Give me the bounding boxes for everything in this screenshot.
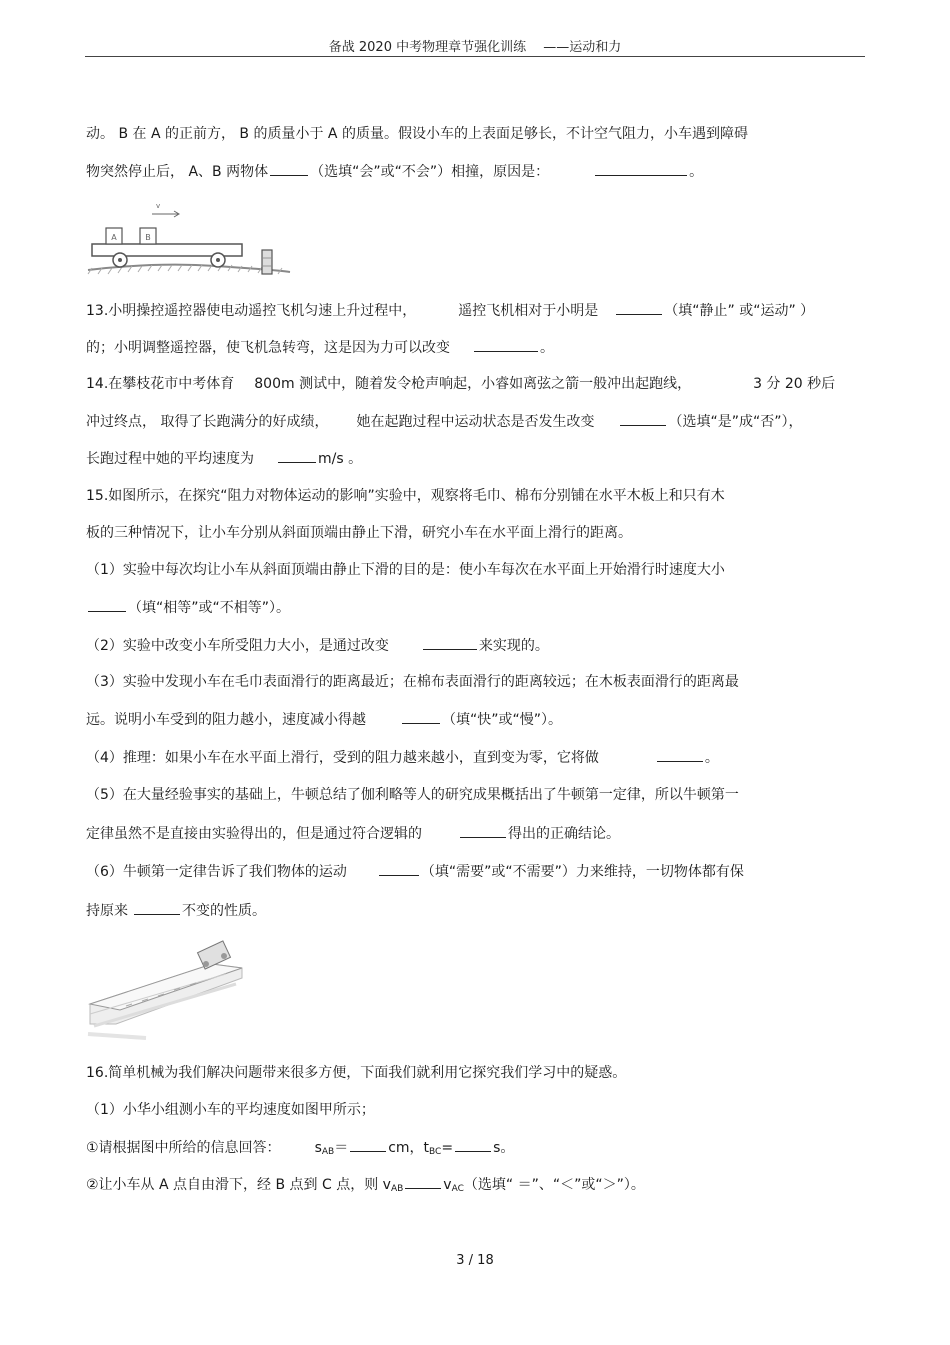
q12-line-1: 动。 B 在 A 的正前方， B 的质量小于 A 的质量。假设小车的上表面足够长，不计空气阻力，小车遇到障碍: [86, 126, 748, 142]
answer-blank[interactable]: [270, 161, 308, 176]
velocity-label: v: [156, 202, 161, 210]
page-header: 备战 2020 中考物理章节强化训练 ——运动和力: [328, 40, 622, 55]
q15-line-6: （3）实验中发现小车在毛巾表面滑行的距离最近；在棉布表面滑行的距离较远；在木板表面滑行的距离最: [86, 674, 739, 690]
q16-line-4: ②让小车从 A 点自由滑下，经 B 点到 C 点，则 $v_{AB}$ $v_{AC}$（选填“ ＝”、“＜”或“＞”）。: [86, 1174, 645, 1199]
page-number: 3 / 18: [456, 1253, 494, 1268]
answer-blank[interactable]: [278, 448, 316, 463]
q16-line-1: 16.简单机械为我们解决问题带来很多方便，下面我们就利用它探究我们学习中的疑惑。: [86, 1065, 627, 1081]
q15-line-10: 定律虽然不是直接由实验得出的，但是通过符合逻辑的 得出的正确结论。: [86, 823, 620, 844]
answer-blank[interactable]: [616, 300, 662, 315]
answer-blank[interactable]: [595, 161, 687, 176]
answer-blank[interactable]: [455, 1137, 491, 1152]
q15-line-1: 15.如图所示，在探究“阻力对物体运动的影响”实验中，观察将毛巾、棉布分别铺在水平木板上和只有木: [86, 488, 725, 504]
incline-figure: [86, 938, 246, 1046]
q14-line-2: 冲过终点， 取得了长跑满分的好成绩， 她在起跑过程中运动状态是否发生改变 （选填“是”成“否”），: [86, 411, 802, 432]
answer-blank[interactable]: [620, 411, 666, 426]
q15-line-5: （2）实验中改变小车所受阻力大小，是通过改变 来实现的。: [86, 635, 549, 656]
block-a-label: A: [111, 233, 117, 242]
answer-blank[interactable]: [379, 861, 419, 876]
q15-line-8: （4）推理：如果小车在水平面上滑行，受到的阻力越来越小，直到变为零，它将做 。: [86, 747, 719, 768]
answer-blank[interactable]: [405, 1174, 441, 1189]
answer-blank[interactable]: [134, 900, 180, 915]
q15-line-2: 板的三种情况下，让小车分别从斜面顶端由静止下滑，研究小车在水平面上滑行的距离。: [86, 525, 632, 541]
q15-line-9: （5）在大量经验事实的基础上，牛顿总结了伽利略等人的研究成果概括出了牛顿第一定律，所以牛顿第一: [86, 787, 739, 803]
answer-blank[interactable]: [402, 709, 440, 724]
q13-line-1: 13.小明操控遥控器使电动遥控飞机匀速上升过程中， 遥控飞机相对于小明是 （填“静止” 或“运动” ）: [86, 300, 814, 321]
block-b-label: B: [145, 233, 151, 242]
header-rule: [85, 56, 865, 57]
q15-line-7: 远。说明小车受到的阻力越小，速度减小得越 （填“快”或“慢”）。: [86, 709, 562, 730]
q15-line-4: （填“相等”或“不相等”）。: [86, 597, 290, 618]
answer-blank[interactable]: [88, 597, 126, 612]
cart-figure: [86, 200, 291, 282]
answer-blank[interactable]: [657, 747, 703, 762]
q16-line-3: ①请根据图中所给的信息回答： $s_{AB}=$ cm，$t_{BC}= s$。: [86, 1137, 514, 1162]
q15-line-12: 持原来 不变的性质。: [86, 900, 266, 921]
q14-line-1: 14.在攀枝花市中考体育 800m 测试中，随着发令枪声响起，小睿如离弦之箭一般冲出起跑线， 3 分 20 秒后: [86, 376, 836, 392]
answer-blank[interactable]: [350, 1137, 386, 1152]
q15-line-11: （6）牛顿第一定律告诉了我们物体的运动 （填“需要”或“不需要”）力来维持，一切物体都有保: [86, 861, 744, 882]
answer-blank[interactable]: [460, 823, 506, 838]
q16-line-2: （1）小华小组测小车的平均速度如图甲所示；: [86, 1102, 375, 1118]
q15-line-3: （1）实验中每次均让小车从斜面顶端由静止下滑的目的是：使小车每次在水平面上开始滑行时速度大小: [86, 562, 725, 578]
q12-line-2: 物突然停止后， A、B 两物体 （选填“会”或“不会”）相撞，原因是： 。: [86, 161, 703, 182]
q13-line-2: 的；小明调整遥控器，使飞机急转弯，这是因为力可以改变 。: [86, 337, 554, 358]
answer-blank[interactable]: [474, 337, 538, 352]
q14-line-3: 长跑过程中她的平均速度为 m/s 。: [86, 448, 362, 469]
answer-blank[interactable]: [423, 635, 477, 650]
